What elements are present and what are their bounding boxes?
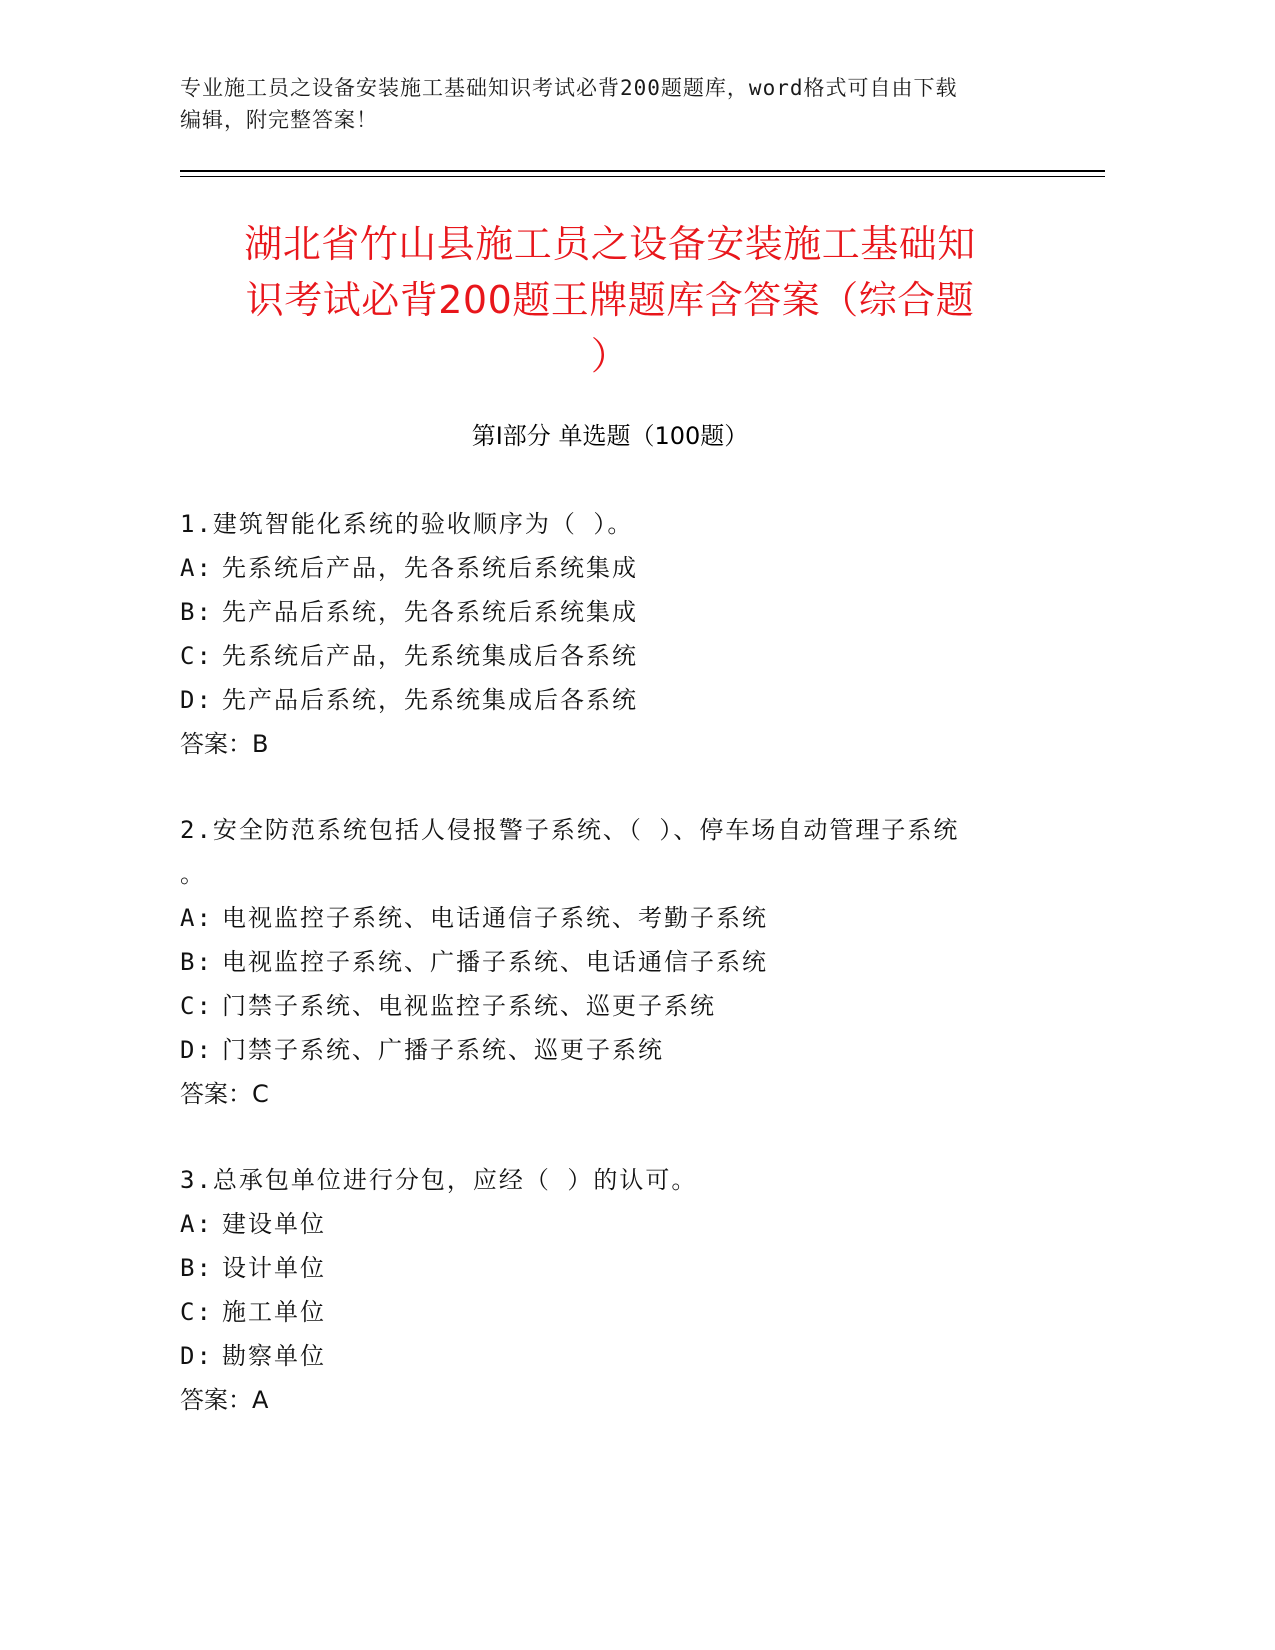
option-text: 电视监控子系统、电话通信子系统、考勤子系统 [222,904,768,932]
option-text: 设计单位 [222,1254,326,1282]
option-text: 先产品后系统，先各系统后系统集成 [222,598,638,626]
question-stem-continuation: 。 [180,860,206,888]
option-text: 门禁子系统、广播子系统、巡更子系统 [222,1036,664,1064]
answer: 答案：B [180,730,269,758]
question-3 [180,1158,1040,1422]
question-stem: 2.安全防范系统包括人侵报警子系统、（ ）、停车场自动管理子系统 [180,816,960,844]
option-a [180,896,1040,940]
option-a [180,1202,1040,1246]
header-note-line-2: 编辑，附完整答案！ [180,108,378,132]
answer: 答案：A [180,1386,269,1414]
question-stem: 1.建筑智能化系统的验收顺序为（ ）。 [180,510,634,538]
option-d [180,678,1040,722]
header-divider-thin [180,176,1105,177]
option-c [180,984,1040,1028]
option-letter: C: [180,642,213,670]
header-divider-thick [180,170,1105,172]
question-2 [180,808,1040,1116]
option-c [180,634,1040,678]
option-letter: B: [180,1254,213,1282]
header-note [180,72,1040,136]
option-letter: A: [180,1210,213,1238]
section-heading: 第Ⅰ部分 单选题（100题） [471,422,749,450]
option-letter: B: [180,948,213,976]
option-letter: C: [180,992,213,1020]
option-letter: D: [180,1036,213,1064]
option-text: 先系统后产品，先各系统后系统集成 [222,554,638,582]
option-b [180,1246,1040,1290]
answer: 答案：C [180,1080,269,1108]
question-1 [180,502,1040,766]
option-letter: A: [180,904,213,932]
option-a [180,546,1040,590]
option-b [180,940,1040,984]
option-text: 先系统后产品，先系统集成后各系统 [222,642,638,670]
document-title [180,216,1040,384]
document-title-line-2: 识考试必背200题王牌题库含答案（综合题 [245,278,975,322]
option-text: 勘察单位 [222,1342,326,1370]
option-letter: C: [180,1298,213,1326]
option-text: 电视监控子系统、广播子系统、电话通信子系统 [222,948,768,976]
option-letter: B: [180,598,213,626]
option-text: 先产品后系统，先系统集成后各系统 [222,686,638,714]
question-stem: 3.总承包单位进行分包，应经（ ）的认可。 [180,1166,698,1194]
option-letter: D: [180,1342,213,1370]
document-title-line-3: ） [590,334,630,378]
header-note-line-1: 专业施工员之设备安装施工基础知识考试必背200题题库，word格式可自由下载 [180,76,958,100]
document-title-line-1: 湖北省竹山县施工员之设备安装施工基础知 [244,222,976,266]
option-c [180,1290,1040,1334]
option-text: 门禁子系统、电视监控子系统、巡更子系统 [222,992,716,1020]
option-d [180,1334,1040,1378]
option-b [180,590,1040,634]
option-text: 建设单位 [222,1210,326,1238]
question-list [180,502,1040,1464]
option-d [180,1028,1040,1072]
option-letter: A: [180,554,213,582]
option-text: 施工单位 [222,1298,326,1326]
option-letter: D: [180,686,213,714]
